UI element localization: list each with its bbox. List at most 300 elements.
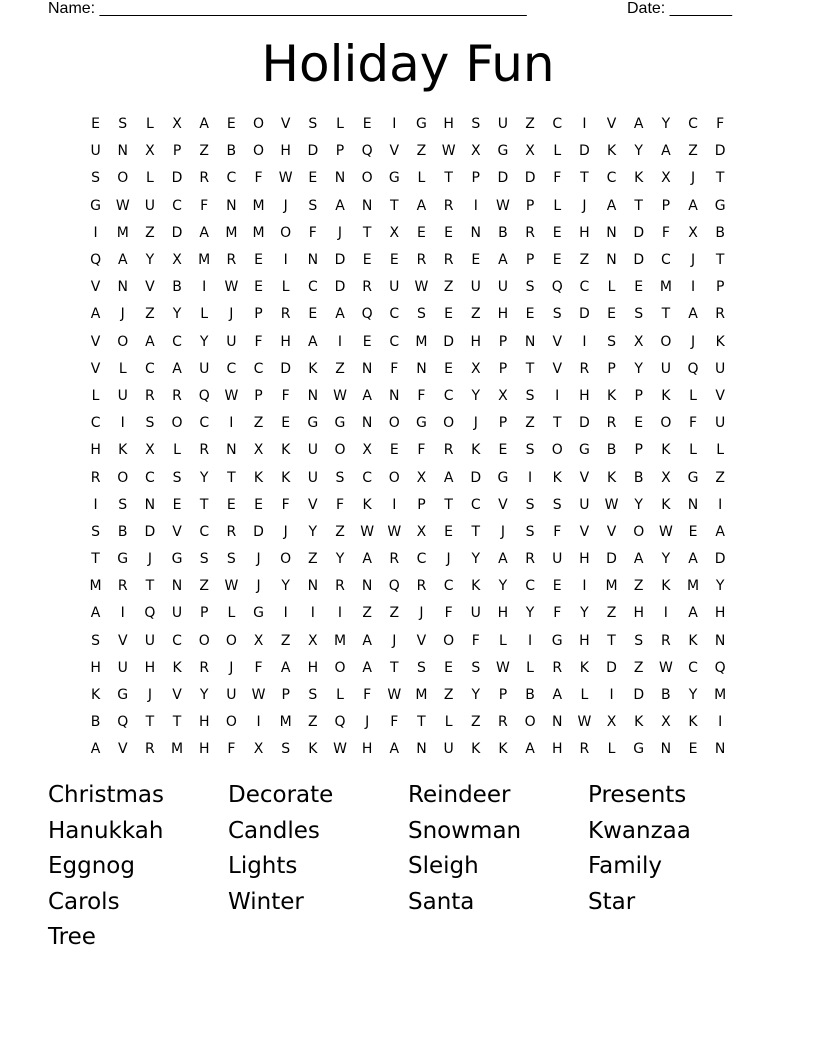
grid-letter: L xyxy=(716,442,725,459)
grid-letter: N xyxy=(606,224,617,241)
grid-letter: E xyxy=(172,496,182,513)
grid-letter: X xyxy=(253,632,264,649)
grid-letter: Y xyxy=(498,578,508,595)
grid-letter: X xyxy=(470,143,481,160)
grid-letter: M xyxy=(252,197,265,214)
grid-letter: P xyxy=(254,306,263,323)
grid-letter: T xyxy=(552,415,562,432)
grid-letter: W xyxy=(278,170,293,187)
grid-letter: X xyxy=(308,632,318,649)
grid-letter: E xyxy=(254,252,263,269)
grid-letter: O xyxy=(225,714,237,731)
grid-letter: Y xyxy=(199,687,209,704)
grid-letter: X xyxy=(498,387,508,404)
grid-letter: F xyxy=(281,387,290,404)
grid-letter: U xyxy=(497,279,509,296)
grid-letter: R xyxy=(90,469,101,486)
grid-letter: Z xyxy=(688,143,698,160)
grid-letter: B xyxy=(226,143,237,160)
date-field-label: Date: _______ xyxy=(627,0,732,17)
grid-letter: A xyxy=(172,360,182,377)
grid-letter: Y xyxy=(172,306,182,323)
grid-letter: D xyxy=(497,170,509,187)
grid-letter: C xyxy=(688,116,698,133)
grid-letter: U xyxy=(715,415,726,432)
grid-letter: M xyxy=(415,687,428,704)
grid-letter: Z xyxy=(199,578,209,595)
grid-letter: N xyxy=(307,252,319,269)
grid-letter: V xyxy=(145,279,155,296)
grid-letter: G xyxy=(633,741,645,758)
grid-letter: C xyxy=(389,333,400,350)
grid-letter: Z xyxy=(416,143,427,160)
grid-letter: A xyxy=(416,197,427,214)
grid-letter: E xyxy=(444,523,454,540)
grid-row xyxy=(82,193,734,220)
grid-letter: R xyxy=(389,551,400,568)
grid-letter: E xyxy=(389,252,399,269)
grid-letter: S xyxy=(226,551,236,568)
grid-letter: I xyxy=(392,496,397,513)
grid-letter: U xyxy=(226,333,237,350)
grid-letter: A xyxy=(362,659,372,676)
grid-letter: D xyxy=(470,469,482,486)
grid-letter: O xyxy=(660,333,672,350)
grid-letter: H xyxy=(551,741,563,758)
grid-letter: Q xyxy=(388,578,400,595)
word-bank-item: Christmas xyxy=(48,782,164,808)
grid-letter: U xyxy=(443,741,454,758)
grid-letter: G xyxy=(117,551,129,568)
grid-letter: C xyxy=(525,578,535,595)
grid-letter: F xyxy=(553,170,562,187)
grid-letter: S xyxy=(118,496,128,513)
grid-letter: E xyxy=(634,415,644,432)
grid-letter: J xyxy=(419,605,424,622)
grid-letter: K xyxy=(471,442,481,459)
grid-letter: Z xyxy=(145,306,155,323)
grid-letter: Y xyxy=(335,551,345,568)
grid-letter: Z xyxy=(443,687,454,704)
grid-letter: Z xyxy=(633,578,644,595)
grid-letter: A xyxy=(606,197,617,214)
grid-letter: I xyxy=(256,714,261,731)
grid-letter: Q xyxy=(90,252,102,269)
grid-letter: K xyxy=(634,170,644,187)
grid-letter: R xyxy=(552,659,563,676)
grid-letter: L xyxy=(689,442,697,459)
grid-letter: N xyxy=(714,632,726,649)
grid-letter: A xyxy=(199,224,209,241)
grid-letter: I xyxy=(392,116,397,133)
grid-letter: C xyxy=(199,523,210,540)
grid-letter: Y xyxy=(471,551,481,568)
grid-letter: S xyxy=(172,469,182,486)
grid-letter: A xyxy=(90,741,101,758)
grid-letter: L xyxy=(553,197,562,214)
word-bank-item: Kwanzaa xyxy=(588,817,691,844)
grid-letter: J xyxy=(446,551,451,568)
grid-letter: A xyxy=(498,252,508,269)
grid-row xyxy=(82,437,734,464)
grid-letter: K xyxy=(308,360,318,377)
grid-letter: P xyxy=(172,143,182,160)
grid-letter: D xyxy=(606,659,617,676)
grid-letter: T xyxy=(580,170,589,187)
grid-letter: U xyxy=(579,496,590,513)
grid-letter: S xyxy=(525,387,535,404)
grid-letter: X xyxy=(688,224,698,241)
grid-letter: A xyxy=(335,306,345,323)
grid-letter: E xyxy=(634,279,644,296)
grid-letter: R xyxy=(199,442,210,459)
grid-letter: C xyxy=(172,333,182,350)
grid-letter: X xyxy=(606,714,617,731)
grid-letter: F xyxy=(227,741,236,758)
grid-letter: K xyxy=(308,741,318,758)
grid-letter: U xyxy=(470,279,481,296)
grid-letter: N xyxy=(606,252,617,269)
grid-letter: X xyxy=(633,333,644,350)
grid-letter: A xyxy=(280,659,291,676)
grid-letter: O xyxy=(524,714,536,731)
grid-letter: U xyxy=(117,659,128,676)
grid-letter: H xyxy=(144,659,156,676)
grid-letter: T xyxy=(444,496,453,513)
grid-letter: B xyxy=(715,224,725,241)
grid-letter: D xyxy=(280,360,292,377)
grid-letter: I xyxy=(283,252,288,269)
grid-letter: Z xyxy=(470,306,481,323)
grid-letter: P xyxy=(281,687,290,704)
grid-letter: I xyxy=(582,578,587,595)
grid-letter: C xyxy=(199,415,210,432)
grid-letter: J xyxy=(690,170,696,187)
grid-letter: H xyxy=(714,605,726,622)
grid-letter: K xyxy=(118,442,128,459)
grid-letter: E xyxy=(525,306,535,323)
grid-letter: U xyxy=(389,279,400,296)
grid-letter: S xyxy=(471,116,481,133)
grid-letter: O xyxy=(633,523,645,540)
grid-letter: O xyxy=(443,632,455,649)
grid-letter: L xyxy=(336,687,344,704)
grid-letter: J xyxy=(500,523,505,540)
grid-letter: K xyxy=(471,578,481,595)
grid-letter: V xyxy=(90,360,101,377)
grid-letter: Z xyxy=(253,415,264,432)
word-bank-item: Decorate xyxy=(228,782,334,808)
grid-letter: S xyxy=(417,306,426,323)
grid-letter: E xyxy=(362,252,372,269)
grid-letter: Q xyxy=(198,387,210,404)
grid-letter: X xyxy=(172,252,182,269)
grid-letter: A xyxy=(199,116,209,133)
grid-letter: K xyxy=(661,387,671,404)
grid-letter: K xyxy=(471,741,481,758)
grid-letter: V xyxy=(498,496,508,513)
grid-letter: R xyxy=(226,252,237,269)
grid-letter: R xyxy=(525,551,535,568)
grid-letter: F xyxy=(553,523,562,540)
grid-letter: X xyxy=(362,442,372,459)
grid-letter: M xyxy=(252,224,265,241)
grid-letter: I xyxy=(202,279,207,296)
grid-letter: C xyxy=(579,279,590,296)
grid-letter: F xyxy=(417,387,426,404)
grid-letter: F xyxy=(200,197,209,214)
grid-letter: E xyxy=(498,442,508,459)
grid-letter: U xyxy=(117,387,128,404)
grid-letter: J xyxy=(147,551,152,568)
grid-letter: U xyxy=(552,551,563,568)
grid-letter: Z xyxy=(525,415,535,432)
grid-letter: S xyxy=(417,659,426,676)
grid-letter: M xyxy=(89,578,102,595)
grid-letter: E xyxy=(688,741,698,758)
grid-letter: P xyxy=(417,496,426,513)
grid-letter: R xyxy=(226,523,237,540)
grid-letter: T xyxy=(362,224,372,241)
grid-letter: O xyxy=(253,116,265,133)
grid-letter: M xyxy=(116,224,129,241)
grid-letter: D xyxy=(714,143,726,160)
letter-grid xyxy=(82,111,734,764)
grid-letter: N xyxy=(307,387,319,404)
grid-letter: Y xyxy=(525,605,535,622)
grid-letter: V xyxy=(389,143,400,160)
grid-letter: D xyxy=(714,551,726,568)
grid-letter: T xyxy=(471,523,481,540)
grid-letter: R xyxy=(416,578,427,595)
grid-letter: U xyxy=(715,360,726,377)
grid-letter: N xyxy=(687,496,699,513)
grid-letter: B xyxy=(606,442,617,459)
grid-letter: A xyxy=(145,333,155,350)
grid-letter: K xyxy=(90,687,101,704)
grid-letter: T xyxy=(390,659,399,676)
grid-letter: E xyxy=(389,442,399,459)
grid-letter: C xyxy=(172,632,182,649)
grid-letter: P xyxy=(715,279,725,296)
grid-letter: Y xyxy=(634,496,643,513)
word-bank-item: Snowman xyxy=(408,817,522,844)
grid-letter: N xyxy=(660,741,672,758)
grid-letter: P xyxy=(471,170,480,187)
grid-letter: Z xyxy=(470,714,481,731)
grid-letter: R xyxy=(660,632,671,649)
grid-letter: H xyxy=(470,333,482,350)
grid-letter: U xyxy=(307,469,318,486)
grid-letter: L xyxy=(444,714,453,731)
grid-letter: D xyxy=(633,252,645,269)
grid-letter: X xyxy=(661,170,671,187)
grid-letter: W xyxy=(387,687,402,704)
grid-letter: J xyxy=(690,252,696,269)
grid-letter: R xyxy=(443,442,454,459)
grid-letter: D xyxy=(334,279,346,296)
grid-letter: K xyxy=(606,143,617,160)
grid-letter: P xyxy=(254,387,263,404)
grid-letter: H xyxy=(90,659,101,676)
grid-letter: U xyxy=(660,360,671,377)
grid-letter: W xyxy=(658,659,673,676)
page-title: Holiday Fun xyxy=(261,35,555,93)
grid-letter: N xyxy=(524,333,536,350)
grid-row xyxy=(82,274,734,301)
grid-letter: R xyxy=(715,306,726,323)
grid-letter: T xyxy=(227,469,236,486)
grid-letter: O xyxy=(334,659,346,676)
grid-letter: K xyxy=(661,496,671,513)
grid-letter: V xyxy=(117,741,128,758)
grid-letter: S xyxy=(525,279,535,296)
grid-letter: N xyxy=(416,360,427,377)
grid-letter: V xyxy=(715,387,725,404)
grid-letter: E xyxy=(254,496,263,513)
grid-letter: V xyxy=(552,333,563,350)
grid-letter: Y xyxy=(661,116,671,133)
grid-letter: I xyxy=(310,605,315,622)
grid-letter: A xyxy=(362,551,372,568)
grid-letter: W xyxy=(360,523,375,540)
grid-letter: I xyxy=(283,605,288,622)
grid-letter: S xyxy=(525,523,535,540)
grid-letter: G xyxy=(117,687,129,704)
grid-letter: S xyxy=(199,551,209,568)
grid-letter: S xyxy=(525,496,535,513)
grid-letter: T xyxy=(417,714,426,731)
grid-letter: K xyxy=(715,333,725,350)
grid-letter: C xyxy=(226,170,237,187)
grid-letter: K xyxy=(253,469,264,486)
grid-letter: F xyxy=(254,333,263,350)
grid-letter: M xyxy=(333,632,347,649)
grid-letter: B xyxy=(661,687,671,704)
grid-row xyxy=(82,138,734,165)
grid-letter: C xyxy=(362,469,373,486)
grid-letter: M xyxy=(714,687,727,704)
grid-letter: F xyxy=(688,415,698,432)
grid-letter: F xyxy=(444,605,453,622)
grid-letter: I xyxy=(609,687,614,704)
grid-letter: I xyxy=(120,415,125,432)
grid-letter: L xyxy=(91,387,100,404)
grid-letter: W xyxy=(333,387,347,404)
grid-letter: E xyxy=(362,333,372,350)
grid-letter: F xyxy=(363,687,372,704)
grid-letter: G xyxy=(578,442,590,459)
grid-letter: G xyxy=(416,116,427,133)
grid-letter: R xyxy=(579,360,590,377)
grid-letter: H xyxy=(280,333,291,350)
grid-letter: J xyxy=(582,197,587,214)
grid-row xyxy=(82,546,734,573)
grid-letter: S xyxy=(552,496,562,513)
grid-letter: I xyxy=(555,387,560,404)
grid-letter: U xyxy=(199,360,210,377)
grid-letter: P xyxy=(498,360,508,377)
grid-letter: P xyxy=(498,333,508,350)
grid-letter: E xyxy=(417,224,426,241)
grid-letter: W xyxy=(224,387,239,404)
grid-letter: T xyxy=(91,551,100,568)
grid-letter: W xyxy=(333,741,347,758)
grid-letter: O xyxy=(388,469,400,486)
grid-letter: D xyxy=(524,170,536,187)
grid-letter: I xyxy=(690,279,696,296)
grid-letter: Y xyxy=(634,360,643,377)
grid-letter: Z xyxy=(335,360,345,377)
grid-letter: N xyxy=(361,360,373,377)
grid-letter: L xyxy=(227,605,236,622)
grid-letter: A xyxy=(498,551,508,568)
grid-letter: E xyxy=(444,659,454,676)
grid-letter: P xyxy=(661,197,671,214)
grid-letter: F xyxy=(281,496,290,513)
grid-row xyxy=(82,628,734,655)
grid-letter: C xyxy=(389,306,400,323)
grid-letter: H xyxy=(579,551,590,568)
grid-letter: G xyxy=(714,197,726,214)
grid-letter: R xyxy=(199,170,210,187)
grid-letter: W xyxy=(251,687,266,704)
grid-letter: V xyxy=(172,687,182,704)
grid-letter: T xyxy=(172,714,182,731)
grid-letter: K xyxy=(661,442,671,459)
grid-letter: V xyxy=(308,496,318,513)
grid-letter: E xyxy=(444,224,454,241)
grid-letter: R xyxy=(606,415,617,432)
word-bank-item: Family xyxy=(588,853,663,879)
grid-letter: O xyxy=(117,333,129,350)
grid-letter: B xyxy=(633,469,644,486)
grid-letter: I xyxy=(337,333,343,350)
grid-letter: C xyxy=(470,496,481,513)
grid-letter: K xyxy=(606,469,617,486)
grid-row xyxy=(82,519,734,546)
grid-letter: H xyxy=(361,741,373,758)
grid-letter: R xyxy=(443,197,454,214)
grid-letter: T xyxy=(607,632,616,649)
grid-letter: E xyxy=(226,116,236,133)
grid-letter: W xyxy=(441,143,456,160)
grid-letter: J xyxy=(690,333,696,350)
word-bank-item: Candles xyxy=(228,817,320,844)
grid-letter: E xyxy=(226,496,236,513)
grid-letter: E xyxy=(552,224,562,241)
grid-letter: I xyxy=(93,496,98,513)
grid-letter: A xyxy=(688,605,698,622)
grid-letter: C xyxy=(660,252,671,269)
grid-letter: N xyxy=(714,741,726,758)
grid-letter: C xyxy=(443,387,454,404)
grid-letter: Z xyxy=(280,632,291,649)
grid-letter: H xyxy=(579,387,590,404)
grid-letter: A xyxy=(633,116,644,133)
grid-row xyxy=(82,736,734,763)
grid-letter: T xyxy=(634,197,643,214)
grid-letter: D xyxy=(443,333,454,350)
grid-letter: L xyxy=(281,279,290,296)
grid-letter: E xyxy=(254,279,263,296)
grid-letter: R xyxy=(280,306,291,323)
grid-letter: R xyxy=(172,387,182,404)
grid-letter: L xyxy=(118,360,127,377)
grid-letter: E xyxy=(308,306,318,323)
grid-letter: Y xyxy=(715,578,725,595)
grid-letter: V xyxy=(606,523,617,540)
